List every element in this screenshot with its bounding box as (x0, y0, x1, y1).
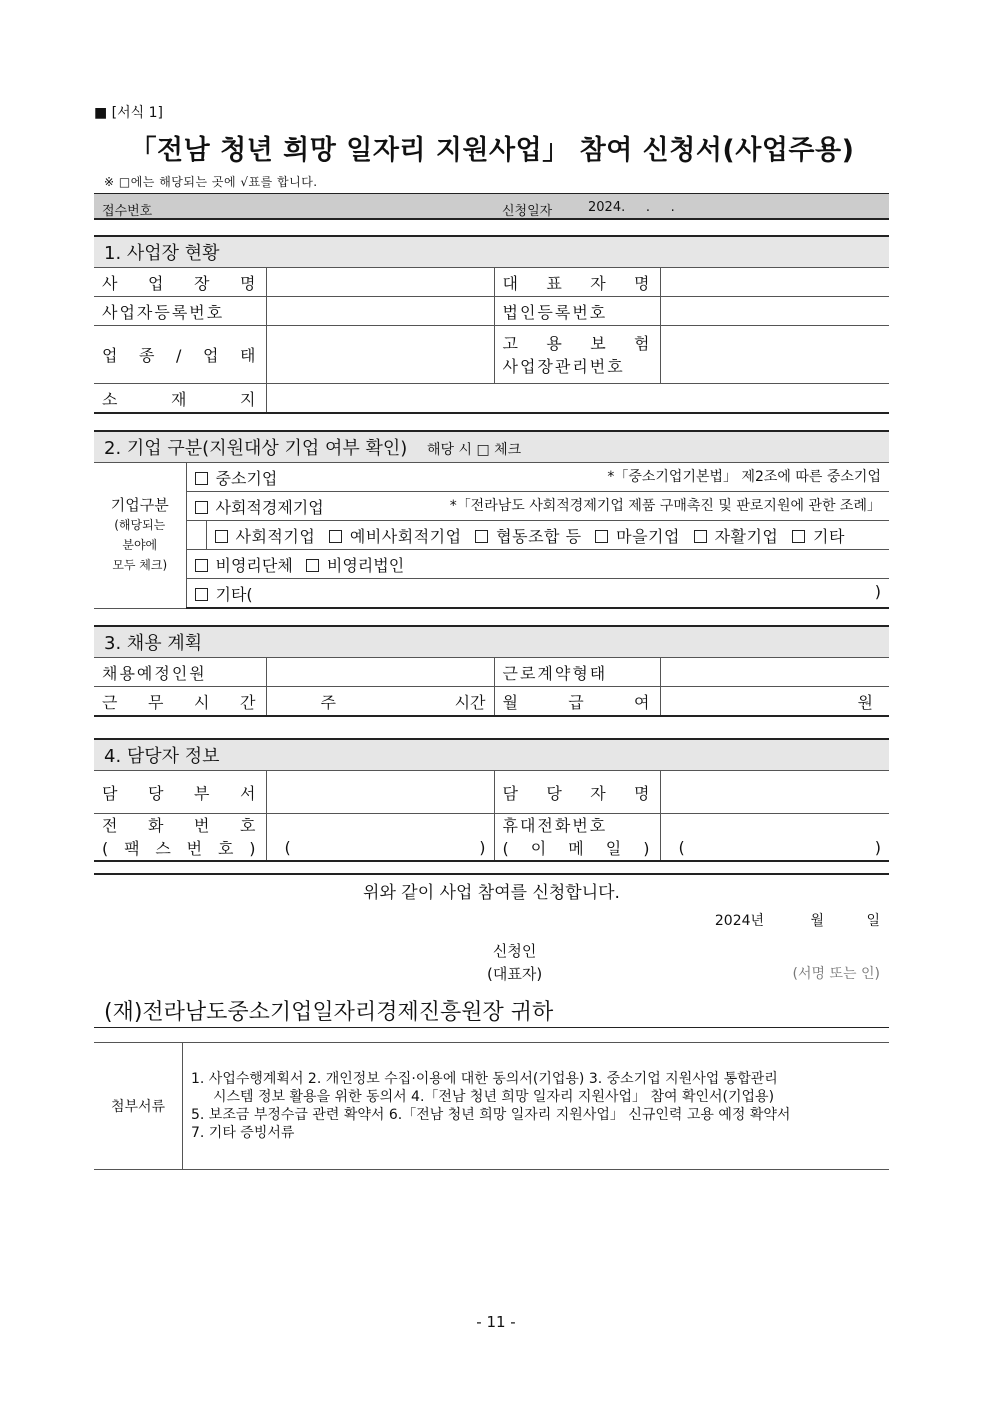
checkbox-social-other[interactable] (792, 530, 805, 543)
indent-spacer (186, 521, 206, 550)
department-label: 담 당 부 서 (94, 771, 266, 814)
planned-hires-field[interactable] (266, 658, 494, 687)
date-day[interactable]: 일 (866, 913, 880, 929)
representative-label: 대 표 자 명 (494, 268, 660, 297)
salary-suffix: 원 (857, 692, 873, 712)
mobile-close: ) (874, 838, 881, 857)
contact-name-field[interactable] (660, 771, 889, 814)
monthly-salary-field[interactable] (660, 687, 889, 717)
section-2-title: 2. 기업 구분(지원대상 기업 여부 확인) (104, 438, 408, 459)
attachments-list (183, 1043, 890, 1170)
work-hours-prefix: 주 (320, 692, 336, 712)
section-4-title: 4. 담당자 정보 (94, 739, 889, 771)
insurance-no-label (494, 326, 660, 384)
address-field[interactable] (266, 384, 889, 414)
page-title: 「전남 청년 희망 일자리 지원사업」 참여 신청서(사업주용) (129, 135, 855, 166)
work-hours-suffix: 시간 (454, 692, 486, 712)
checkbox-cooperative[interactable] (475, 530, 488, 543)
attachments-label: 첨부서류 (94, 1043, 183, 1170)
phone-close: ) (479, 838, 486, 857)
form-tag: ■ [서식 1] (94, 105, 164, 121)
attachment-line: 7. 기타 증빙서류 (191, 1125, 295, 1141)
option-other-row (186, 579, 889, 609)
company-type-sub-3: 모두 체크) (112, 558, 168, 573)
checkbox-self-sufficiency[interactable] (694, 530, 707, 543)
company-type-sub-1: (해당되는 (114, 518, 166, 533)
receipt-bar (94, 193, 889, 220)
corp-reg-no-label: 법인등록번호 (494, 297, 660, 326)
insurance-label-line1: 고 용 보 험 (502, 333, 652, 353)
page-number: - 11 - (476, 1313, 516, 1331)
section-1-table (94, 235, 889, 414)
social-sub-options (206, 521, 889, 550)
phone-label-line1: 전 화 번 호 (102, 816, 258, 835)
self-sufficiency-label: 자활기업 (714, 526, 779, 546)
recipient: (재)전라남도중소기업일자리경제진흥원장 귀하 (104, 1000, 554, 1025)
checkbox-other[interactable] (195, 588, 208, 601)
phone-label-line2: ( 팩 스 번 호 ) (102, 839, 258, 858)
insurance-label-line2: 사업장관리번호 (502, 356, 625, 376)
applicant-label: 신청인 (492, 942, 537, 960)
business-name-label: 사 업 장 명 (94, 268, 266, 297)
contact-name-label: 담 당 자 명 (494, 771, 660, 814)
sme-note: *「중소기업기본법」 제2조에 따른 중소기업 (607, 468, 881, 485)
section-2-subtitle: 해당 시 □ 체크 (427, 442, 522, 458)
phone-field[interactable] (266, 814, 494, 862)
company-type-label: 기업구분 (110, 496, 169, 515)
checkbox-nonprofit-corp[interactable] (306, 559, 319, 572)
option-sme-row (186, 463, 889, 492)
checkbox-social-economy[interactable] (195, 501, 208, 514)
insurance-no-field[interactable] (660, 326, 889, 384)
date-year[interactable]: 2024년 (714, 913, 765, 929)
mobile-label (494, 814, 660, 862)
attachments-table (94, 1042, 889, 1170)
option-social-label: 사회적경제기업 (215, 497, 324, 517)
signature-placeholder[interactable]: (서명 또는 인) (792, 966, 880, 982)
declaration: 위와 같이 사업 참여를 신청합니다. (363, 883, 620, 903)
company-type-label-cell (94, 463, 186, 609)
address-label: 소 재 지 (94, 384, 266, 414)
section-2-table (94, 430, 889, 609)
option-social-row (186, 492, 889, 521)
checkbox-sme[interactable] (195, 472, 208, 485)
contract-type-field[interactable] (660, 658, 889, 687)
section-3-table (94, 625, 889, 717)
company-type-sub-2: 분야에 (122, 538, 158, 553)
social-other-label: 기타 (812, 526, 845, 546)
pre-social-enterprise-label: 예비사회적기업 (349, 526, 462, 546)
applicant-block (487, 940, 542, 986)
work-hours-field[interactable] (266, 687, 494, 717)
apply-date-label: 신청일자 (502, 204, 553, 219)
contract-type-label: 근로계약형태 (494, 658, 660, 687)
divider (94, 1027, 889, 1028)
checkbox-nonprofit-group[interactable] (195, 559, 208, 572)
corp-reg-no-field[interactable] (660, 297, 889, 326)
mobile-open: ( (678, 838, 685, 857)
attachment-line: 5. 보조금 부정수급 관련 확약서 6.「전남 청년 희망 일자리 지원사업」 신규인력 고용 예정 확약서 (191, 1107, 791, 1123)
monthly-salary-label: 월 급 여 (494, 687, 660, 717)
nonprofit-corp-label: 비영리법인 (326, 555, 405, 575)
phone-label (94, 814, 266, 862)
checkbox-village-enterprise[interactable] (595, 530, 608, 543)
section-2-title-cell (94, 431, 889, 463)
attachment-line: 시스템 정보 활용을 위한 동의서 4.「전남 청년 희망 일자리 지원사업」 참여 확인서(기업용) (213, 1089, 775, 1105)
option-other-close: ) (874, 581, 881, 601)
phone-open: ( (284, 838, 291, 857)
nonprofit-group-label: 비영리단체 (215, 555, 293, 575)
section-3-title: 3. 채용 계획 (94, 626, 889, 658)
option-nonprofit-row (186, 550, 889, 579)
department-field[interactable] (266, 771, 494, 814)
divider (94, 873, 889, 875)
mobile-label-line2: ( 이 메 일 ) (502, 839, 652, 858)
date-month[interactable]: 월 (810, 913, 825, 929)
industry-field[interactable] (266, 326, 494, 384)
apply-date-value[interactable]: 2024. . . (588, 200, 675, 215)
attachment-line: 1. 사업수행계획서 2. 개인정보 수집·이용에 대한 동의서(기업용) 3. 중소기업 지원사업 통합관리 (191, 1071, 778, 1087)
instruction-note: ※ □에는 해당되는 곳에 √표를 합니다. (104, 175, 318, 189)
option-sme-label: 중소기업 (215, 468, 278, 488)
section-4-table (94, 738, 889, 862)
social-note: *「전라남도 사회적경제기업 제품 구매촉진 및 판로지원에 관한 조례」 (449, 497, 881, 514)
business-reg-no-label: 사업자등록번호 (94, 297, 266, 326)
business-reg-no-field[interactable] (266, 297, 494, 326)
mobile-label-line1: 휴대전화번호 (502, 816, 608, 835)
section-1-title: 1. 사업장 현황 (94, 236, 889, 268)
social-enterprise-label: 사회적기업 (235, 526, 316, 546)
cooperative-label: 협동조합 등 (496, 526, 582, 546)
checkbox-social-enterprise[interactable] (215, 530, 228, 543)
planned-hires-label: 채용예정인원 (94, 658, 266, 687)
business-name-field[interactable] (266, 268, 494, 297)
representative-field[interactable] (660, 268, 889, 297)
village-enterprise-label: 마을기업 (616, 526, 680, 546)
receipt-no-label: 접수번호 (102, 204, 153, 219)
option-other-label: 기타( (215, 584, 253, 604)
applicant-sub: (대표자) (487, 965, 543, 983)
industry-label: 업 종 / 업 태 (94, 326, 266, 384)
work-hours-label: 근 무 시 간 (94, 687, 266, 717)
checkbox-pre-social-enterprise[interactable] (329, 530, 342, 543)
date-line (715, 910, 880, 930)
mobile-field[interactable] (660, 814, 889, 862)
